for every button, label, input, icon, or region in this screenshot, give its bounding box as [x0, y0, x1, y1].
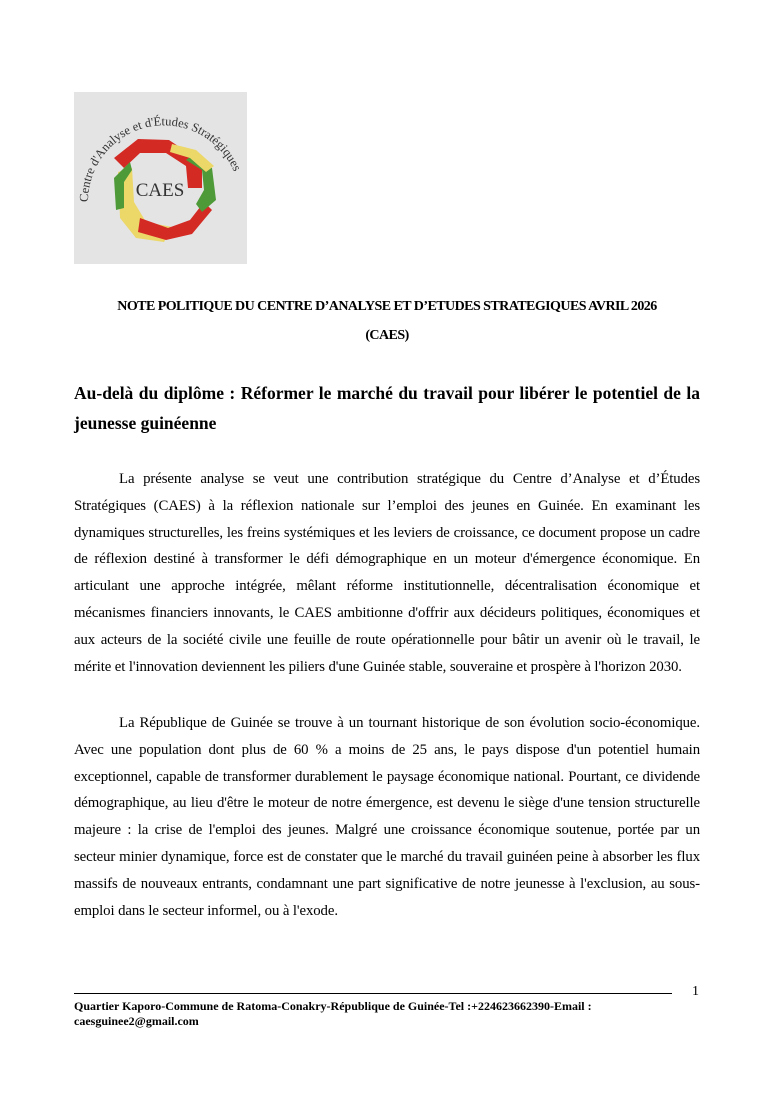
note-heading-line1: NOTE POLITIQUE DU CENTRE D’ANALYSE ET D’ETUDES STRATEGIQUES AVRIL 2026	[117, 299, 657, 314]
footer-address: Quartier Kaporo-Commune de Ratoma-Conakry-République de Guinée-Tel :+224623662390-Email :	[74, 999, 592, 1013]
document-title: Au-delà du diplôme : Réformer le marché du travail pour libérer le potentiel de la jeunesse guinéenne	[74, 383, 700, 433]
logo-acronym: CAES	[135, 180, 185, 201]
logo-arc-text: Centre d'Analyse et d'Études Stratégiques	[76, 114, 245, 203]
caes-logo	[74, 92, 247, 264]
footer-rule	[74, 993, 672, 994]
footer-email: caesguinee2@gmail.com	[74, 1014, 199, 1028]
caes-emblem	[74, 92, 247, 264]
paragraph-1: La présente analyse se veut une contribution stratégique du Centre d’Analyse et d’Études Stratégiques (CAES) à la réflexion nationale sur l’emploi des jeunes en Guinée. En examinant les dynamiques structurelles, les freins systémiques et les leviers de croissance, ce document propose un cadre de réflexion destiné à transformer le défi démographique en un moteur d'émergence économique. En articulant une approche intégrée, mêlant réforme institutionnelle, décentralisation économique et mécanismes financiers innovants, le CAES ambitionne d'offrir aux décideurs politiques, économiques et aux acteurs de la société civile une feuille de route opérationnelle pour bâtir un avenir où le travail, le mérite et l'innovation deviennent les piliers d'une Guinée stable, souveraine et prospère à l'horizon 2030.	[74, 471, 700, 675]
page-number: 1	[692, 984, 699, 999]
paragraph-2: La République de Guinée se trouve à un tournant historique de son évolution socio-économique. Avec une population dont plus de 60 % a moins de 25 ans, le pays dispose d'un potentiel humain exceptionnel, capable de transformer durablement le paysage économique national. Pourtant, ce dividende démographique, au lieu d'être le moteur de notre émergence, est devenu le siège d'une tension structurelle majeure : la crise de l'emploi des jeunes. Malgré une croissance économique soutenue, portée par un secteur minier dynamique, force est de constater que le marché du travail guinéen peine à absorber les flux massifs de nouveaux entrants, condamnant une part significative de notre jeunesse à l'exclusion, au sous-emploi dans le secteur informel, ou à l'exode.	[74, 715, 700, 919]
note-heading-line2: (CAES)	[365, 328, 409, 343]
